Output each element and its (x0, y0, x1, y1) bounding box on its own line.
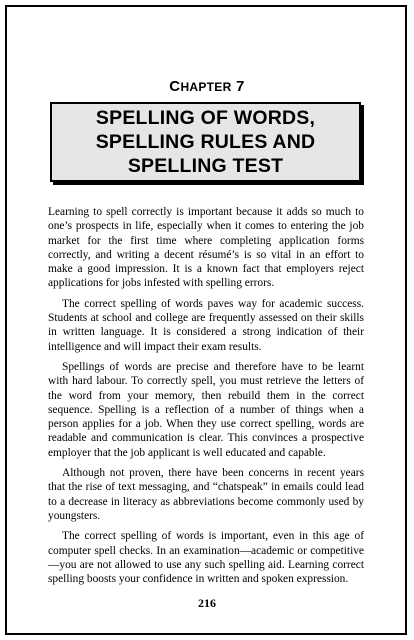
paragraph-4: Although not proven, there have been concerns in recent years that the rise of text messaging, and “chatspeak” in emails could lead to a decrease in literacy as abbreviations become commonly used by youngsters. (48, 467, 364, 522)
chapter-title-line-3: SPELLING TEST (127, 155, 284, 177)
paragraph-5: The correct spelling of words is important, even in this age of computer spell checks. In an examination—academic or competitive—you are not allowed to use any such spelling aid. Learning correct spelling boosts your confidence in written and spoken expression. (48, 530, 364, 586)
chapter-title-box (50, 102, 361, 182)
chapter-title-line-2: SPELLING RULES AND (95, 131, 316, 153)
body-text (48, 205, 364, 592)
paragraph-1: Learning to spell correctly is important because it adds so much to one’s prospects in life, especially when it comes to entering the job market for the first time where completing application forms correctly, and writing a decent résumé’s is so vital in an effort to make a good impression. It is a known fact that employers reject applications for jobs infested with spelling errors. (48, 206, 364, 290)
page-number: 216 (198, 596, 216, 610)
paragraph-2: The correct spelling of words paves way for academic success. Students at school and college are frequently assessed on their skills in written language. It is considered a strong indication of their intelligence and will impact their exam results. (48, 297, 364, 353)
chapter-label-initial: C (169, 78, 181, 95)
chapter-number: 7 (236, 78, 245, 95)
chapter-title-line-1: SPELLING OF WORDS, (95, 107, 316, 129)
chapter-label-rest: HAPTER (180, 80, 232, 94)
chapter-title (96, 106, 316, 178)
chapter-label (0, 78, 414, 95)
paragraph-3: Spellings of words are precise and therefore have to be learnt with hard labour. To correctly spell, you must retrieve the letters of the word from your memory, then rebuild them in the correct sequence. Spelling is a reflection of a number of things when a person applies for a job. When they use correct spelling, words are readable and communication is clear. This convinces a prospective employer that the job applicant is well educated and capable. (48, 360, 364, 459)
